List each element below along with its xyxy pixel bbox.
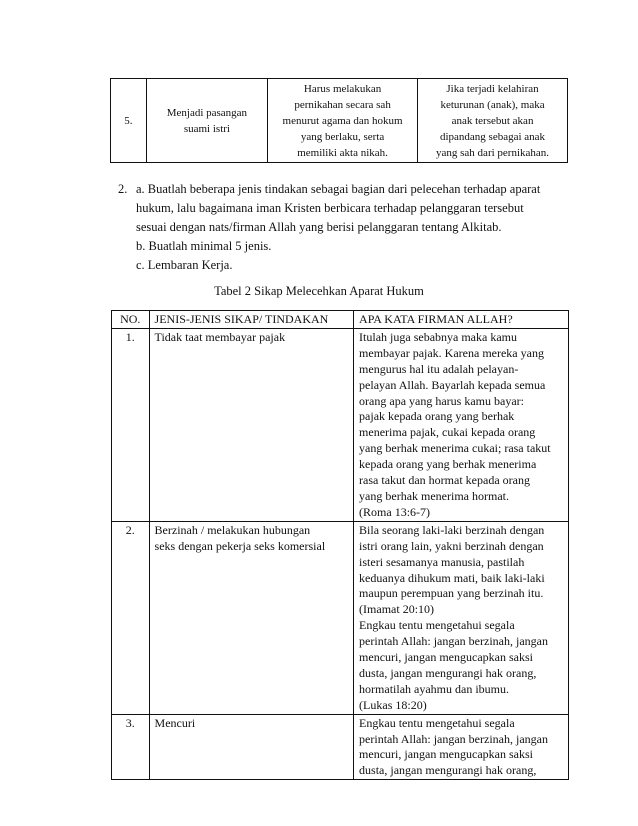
- text-line: Bila seorang laki-laki berzinah dengan: [359, 522, 545, 537]
- task-text: hukum, lalu bagaimana iman Kristen berbicara terhadap pelanggaran tersebut: [136, 201, 524, 215]
- action-cell: [268, 79, 418, 163]
- text-line: menerima pajak, cukai kepada orang: [359, 425, 536, 440]
- task-text: sesuai dengan nats/firman Allah yang berisi pelanggaran tentang Alkitab.: [136, 220, 502, 234]
- text-line: Itulah juga sebabnya maka kamu: [359, 329, 517, 344]
- jenis-cell: [149, 521, 354, 714]
- task-text: c. Lembaran Kerja.: [136, 258, 233, 272]
- text-line: yang sah dari pernikahan.: [436, 146, 550, 159]
- header-jenis: JENIS-JENIS SIKAP/ TINDAKAN: [149, 311, 354, 329]
- text-line: yang berhak menerima hormat.: [359, 488, 509, 503]
- table-row: [112, 328, 569, 521]
- text-line: perintah Allah: jangan berzinah, jangan: [359, 634, 548, 649]
- text-line: pernikahan secara sah: [294, 98, 391, 111]
- previous-table-row: [110, 78, 568, 163]
- text-line: dusta, jangan mengurangi hak orang,: [359, 665, 537, 680]
- text-line: Berzinah / melakukan hubungan: [154, 522, 311, 537]
- jenis-cell: [149, 328, 354, 521]
- table-row: [112, 521, 569, 714]
- text-line: isteri sesamanya manusia, pastilah: [359, 554, 525, 569]
- row-number: 3.: [112, 714, 150, 780]
- text-line: rasa takut dan hormat kepada orang: [359, 473, 530, 488]
- text-line: (Lukas 18:20): [359, 697, 427, 712]
- task-instructions: [118, 180, 588, 275]
- table-row: [112, 714, 569, 780]
- firman-cell: [354, 328, 569, 521]
- text-line: hormatilah ayahmu dan ibumu.: [359, 681, 510, 696]
- text-line: dipandang sebagai anak: [439, 130, 546, 143]
- jenis-cell: [149, 714, 354, 780]
- text-line: suami istri: [183, 122, 230, 135]
- table-row: [111, 79, 568, 163]
- attitude-cell: [146, 79, 267, 163]
- header-no: NO.: [112, 311, 150, 329]
- attitude-table: [111, 310, 569, 780]
- text-line: Mencuri: [154, 715, 196, 730]
- task-text: a. Buatlah beberapa jenis tindakan sebagai bagian dari pelecehan terhadap aparat: [136, 182, 541, 196]
- text-line: pajak kepada orang yang berhak: [359, 409, 515, 424]
- text-line: perintah Allah: jangan berzinah, jangan: [359, 731, 548, 746]
- text-line: membayar pajak. Karena mereka yang: [359, 345, 544, 360]
- task-text: b. Buatlah minimal 5 jenis.: [136, 239, 272, 253]
- header-firman: APA KATA FIRMAN ALLAH?: [354, 311, 569, 329]
- text-line: anak tersebut akan: [451, 114, 534, 127]
- text-line: pelayan Allah. Bayarlah kepada semua: [359, 377, 546, 392]
- table-caption: Tabel 2 Sikap Melecehkan Aparat Hukum: [214, 284, 424, 298]
- task-number: 2.: [118, 182, 128, 196]
- text-line: Engkau tentu mengetahui segala: [359, 715, 515, 730]
- row-number: 2.: [112, 521, 150, 714]
- text-line: (Imamat 20:10): [359, 602, 435, 617]
- text-line: seks dengan pekerja seks komersial: [154, 538, 326, 553]
- text-line: mengurus hal itu adalah pelayan-: [359, 361, 519, 376]
- text-line: mencuri, jangan mengucapkan saksi: [359, 650, 533, 665]
- text-line: mencuri, jangan mengucapkan saksi: [359, 747, 533, 762]
- text-line: istri orang lain, yakni berzinah dengan: [359, 538, 544, 553]
- table-header-row: [112, 311, 569, 329]
- firman-cell: [354, 714, 569, 780]
- text-line: orang apa yang harus kamu bayar:: [359, 393, 524, 408]
- text-line: maupun perempuan yang berzinah itu.: [359, 586, 544, 601]
- text-line: Tidak taat membayar pajak: [154, 329, 286, 344]
- text-line: keduanya dihukum mati, baik laki-laki: [359, 570, 545, 585]
- row-number: 5.: [111, 79, 147, 163]
- text-line: Jika terjadi kelahiran: [446, 82, 539, 95]
- text-line: dusta, jangan mengurangi hak orang,: [359, 763, 537, 778]
- text-line: menurut agama dan hokum: [282, 114, 403, 127]
- text-line: (Roma 13:6-7): [359, 504, 431, 519]
- task-line: [118, 180, 588, 199]
- text-line: kepada orang yang berhak menerima: [359, 457, 537, 472]
- text-line: keturunan (anak), maka: [440, 98, 545, 111]
- consequence-cell: [418, 79, 568, 163]
- text-line: yang berlaku, serta: [300, 130, 385, 143]
- firman-cell: [354, 521, 569, 714]
- row-number: 1.: [112, 328, 150, 521]
- text-line: Menjadi pasangan: [166, 106, 248, 119]
- text-line: yang berhak menerima cukai; rasa takut: [359, 441, 551, 456]
- text-line: Harus melakukan: [303, 82, 382, 95]
- text-line: memiliki akta nikah.: [297, 146, 388, 159]
- text-line: Engkau tentu mengetahui segala: [359, 618, 515, 633]
